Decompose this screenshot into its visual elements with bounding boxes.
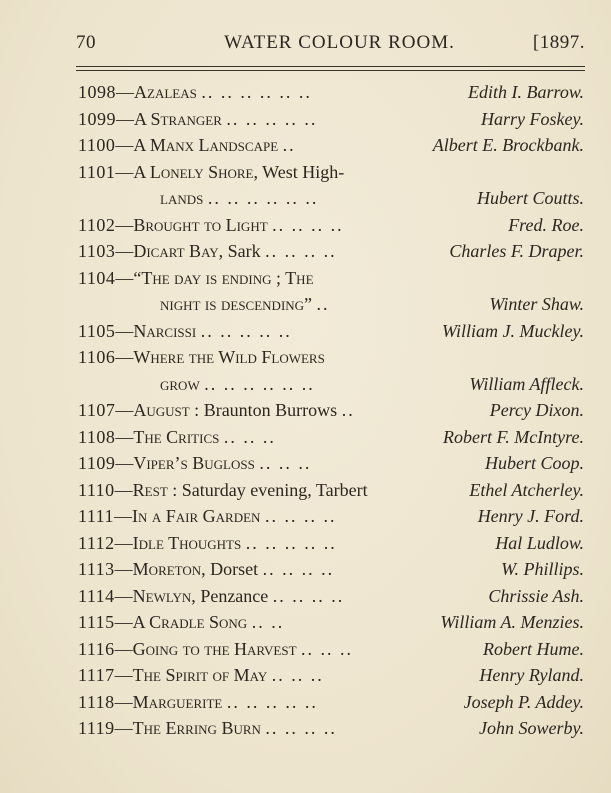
leader-dots: .. .. .. .. .. .. <box>201 82 312 102</box>
catalogue-entries <box>78 79 590 742</box>
entry-title-wrap: night is descending” <box>160 294 313 314</box>
entry-number: 1105 <box>78 320 116 341</box>
artist-name: Chrissie Ash. <box>488 585 584 606</box>
artist-name: Edith I. Barrow. <box>468 82 584 102</box>
entry-number: 1101 <box>78 161 116 182</box>
entry-line <box>78 159 590 186</box>
entry-title: The Erring Burn <box>132 718 261 738</box>
entry-line <box>78 132 590 159</box>
leader-dots: .. .. .. .. .. <box>245 532 337 553</box>
entry-text: 1112—Idle Thoughts .. .. .. .. .. <box>78 532 337 553</box>
year-label: [1897. <box>532 32 585 53</box>
entry-title: A Lonely Shore, <box>133 161 258 182</box>
leader-dots: .. .. .. .. <box>272 214 344 235</box>
leader-dots: .. .. .. <box>301 638 354 659</box>
artist-name: Harry Foskey. <box>481 108 584 129</box>
leader-dots: .. .. .. .. .. <box>200 320 292 341</box>
entry-line <box>78 503 590 530</box>
entry-line <box>78 318 590 345</box>
entry-title: Brought to Light <box>133 214 268 235</box>
entry-number: 1108 <box>78 426 116 447</box>
entry-text: 1099—A Stranger .. .. .. .. .. <box>78 108 318 129</box>
entry-title-cont: Sark <box>223 241 261 261</box>
artist-name: William Affleck. <box>469 373 584 394</box>
header-rule-thin <box>76 70 585 71</box>
entry-line <box>78 238 590 265</box>
entry-title-cont: Dorset <box>205 559 259 579</box>
artist-name: Percy Dixon. <box>489 400 584 420</box>
entry-title-wrap: grow <box>160 373 200 394</box>
entry-line <box>78 212 590 239</box>
leader-dots: .. .. .. .. <box>272 585 345 606</box>
entry-text: 1108—The Critics .. .. .. <box>78 426 276 447</box>
entry-title: Viper’s Bugloss <box>133 453 255 473</box>
entry-number: 1098 <box>78 82 116 102</box>
entry-title: Idle Thoughts <box>132 532 242 553</box>
entry-title: A Stranger <box>134 108 222 129</box>
entry-line <box>78 344 590 371</box>
entry-title: The Spirit of May <box>132 665 268 685</box>
leader-dots: .. .. .. <box>259 453 312 473</box>
entry-text: 1106—Where the Wild Flowers <box>78 347 325 367</box>
entry-title: Where the Wild Flowers <box>133 347 325 367</box>
entry-text: 1110—Rest : Saturday evening, Tarbert <box>78 479 368 500</box>
artist-name: Robert Hume. <box>483 638 584 659</box>
entry-title: The Critics <box>133 426 220 447</box>
artist-name: Ethel Atcherley. <box>469 479 584 500</box>
artist-name: Hal Ludlow. <box>495 532 584 553</box>
entry-line <box>78 397 590 424</box>
entry-text: 1118—Marguerite .. .. .. .. .. <box>78 691 318 712</box>
entry-line <box>78 530 590 557</box>
entry-line <box>78 609 590 636</box>
artist-name: William J. Muckley. <box>442 320 584 341</box>
entry-title: Dicart Bay, <box>133 241 224 261</box>
page-title: WATER COLOUR ROOM. <box>224 32 455 53</box>
entry-number: 1100 <box>78 135 116 155</box>
entry-number: 1113 <box>78 559 115 579</box>
header-rule-thick <box>76 66 585 67</box>
entry-line <box>78 583 590 610</box>
entry-text: 1113—Moreton, Dorset .. .. .. .. <box>78 559 335 579</box>
entry-text: 1114—Newlyn, Penzance .. .. .. .. <box>78 585 345 606</box>
entry-text-wrap <box>160 291 330 318</box>
entry-number: 1119 <box>78 718 115 738</box>
entry-title: Rest : <box>132 479 178 500</box>
entry-number: 1111 <box>78 506 114 526</box>
entry-line <box>78 424 590 451</box>
entry-title-cont: Saturday evening, Tarbert <box>177 479 368 500</box>
entry-line <box>78 106 590 133</box>
leader-dots: .. .. .. .. <box>264 506 337 526</box>
entry-number: 1104 <box>78 267 116 288</box>
entry-title: In a Fair Garden <box>132 506 261 526</box>
entry-number: 1118 <box>78 691 115 712</box>
artist-name: William A. Menzies. <box>440 612 584 632</box>
leader-dots: .. .. .. .. .. <box>226 691 318 712</box>
artist-name: John Sowerby. <box>479 718 584 738</box>
entry-title: Newlyn, <box>132 585 196 606</box>
artist-name: Henry J. Ford. <box>477 506 584 526</box>
artist-name: Hubert Coop. <box>485 453 584 473</box>
entry-line <box>78 689 590 716</box>
entry-title: A Manx Landscape <box>133 135 279 155</box>
entry-line <box>78 662 590 689</box>
entry-number: 1115 <box>78 612 115 632</box>
entry-line <box>78 477 590 504</box>
entry-title-wrap: lands <box>160 188 204 208</box>
entry-title-cont: Braunton Burrows <box>199 400 338 420</box>
leader-dots: .. <box>282 135 296 155</box>
entry-title: Narcissi <box>133 320 197 341</box>
entry-text: 1116—Going to the Harvest .. .. .. <box>78 638 354 659</box>
artist-name: Hubert Coutts. <box>476 188 584 208</box>
entry-line-continued <box>78 185 590 212</box>
entry-title-cont: West High- <box>258 161 345 182</box>
entry-text-wrap <box>160 371 315 398</box>
page-header <box>76 32 585 58</box>
entry-line <box>78 450 590 477</box>
leader-dots: .. <box>316 294 330 314</box>
entry-text-wrap <box>160 185 318 212</box>
entry-text: 1101—A Lonely Shore, West High- <box>78 161 345 182</box>
entry-title: Moreton, <box>132 559 206 579</box>
entry-number: 1116 <box>78 638 115 659</box>
entry-text: 1104—“The day is ending ; The <box>78 267 314 288</box>
entry-line <box>78 715 590 742</box>
entry-line <box>78 265 590 292</box>
entry-text: 1103—Dicart Bay, Sark .. .. .. .. <box>78 241 337 261</box>
leader-dots: .. .. .. .. <box>265 241 337 261</box>
entry-number: 1114 <box>78 585 115 606</box>
entry-line <box>78 636 590 663</box>
entry-title: Going to the Harvest <box>132 638 297 659</box>
artist-name: Charles F. Draper. <box>449 241 584 261</box>
entry-number: 1099 <box>78 108 116 129</box>
entry-line <box>78 556 590 583</box>
entry-title: Azaleas <box>134 82 197 102</box>
artist-name: Robert F. McIntyre. <box>443 426 584 447</box>
entry-text: 1098—Azaleas .. .. .. .. .. .. <box>78 82 312 102</box>
leader-dots: .. .. .. .. <box>265 718 337 738</box>
entry-title: A Cradle Song <box>132 612 248 632</box>
entry-number: 1106 <box>78 347 116 367</box>
entry-title-cont: Penzance <box>195 585 269 606</box>
entry-title: August : <box>133 400 200 420</box>
entry-number: 1109 <box>78 453 116 473</box>
entry-line-continued <box>78 291 590 318</box>
artist-name: Henry Ryland. <box>479 665 584 685</box>
entry-number: 1112 <box>78 532 115 553</box>
entry-number: 1110 <box>78 479 115 500</box>
entry-text: 1102—Brought to Light .. .. .. .. <box>78 214 344 235</box>
entry-text: 1109—Viper’s Bugloss .. .. .. <box>78 453 312 473</box>
leader-dots: .. .. <box>251 612 285 632</box>
entry-number: 1117 <box>78 665 115 685</box>
entry-text: 1117—The Spirit of May .. .. .. <box>78 665 324 685</box>
entry-line-continued <box>78 371 590 398</box>
entry-number: 1103 <box>78 241 116 261</box>
leader-dots: .. .. .. .. .. .. <box>204 373 315 394</box>
entry-text: 1119—The Erring Burn .. .. .. .. <box>78 718 337 738</box>
leader-dots: .. .. .. <box>271 665 324 685</box>
entry-number: 1107 <box>78 400 116 420</box>
entry-text: 1111—In a Fair Garden .. .. .. .. <box>78 506 337 526</box>
leader-dots: .. .. .. .. <box>262 559 335 579</box>
entry-text: 1105—Narcissi .. .. .. .. .. <box>78 320 292 341</box>
artist-name: W. Phillips. <box>501 559 584 579</box>
artist-name: Albert E. Brockbank. <box>432 135 584 155</box>
artist-name: Winter Shaw. <box>489 294 584 314</box>
leader-dots: .. .. .. .. .. .. <box>207 188 319 208</box>
entry-text: 1100—A Manx Landscape .. <box>78 135 296 155</box>
entry-line <box>78 79 590 106</box>
artist-name: Joseph P. Addey. <box>463 691 584 712</box>
leader-dots: .. <box>341 400 355 420</box>
artist-name: Fred. Roe. <box>508 214 584 235</box>
leader-dots: .. .. .. .. .. <box>226 108 318 129</box>
entry-text: 1115—A Cradle Song .. .. <box>78 612 285 632</box>
leader-dots: .. .. .. <box>223 426 276 447</box>
entry-title: “The day is ending ; The <box>133 267 314 288</box>
entry-title: Marguerite <box>132 691 223 712</box>
entry-text: 1107—August : Braunton Burrows .. <box>78 400 355 420</box>
entry-number: 1102 <box>78 214 116 235</box>
page-number: 70 <box>76 32 96 53</box>
